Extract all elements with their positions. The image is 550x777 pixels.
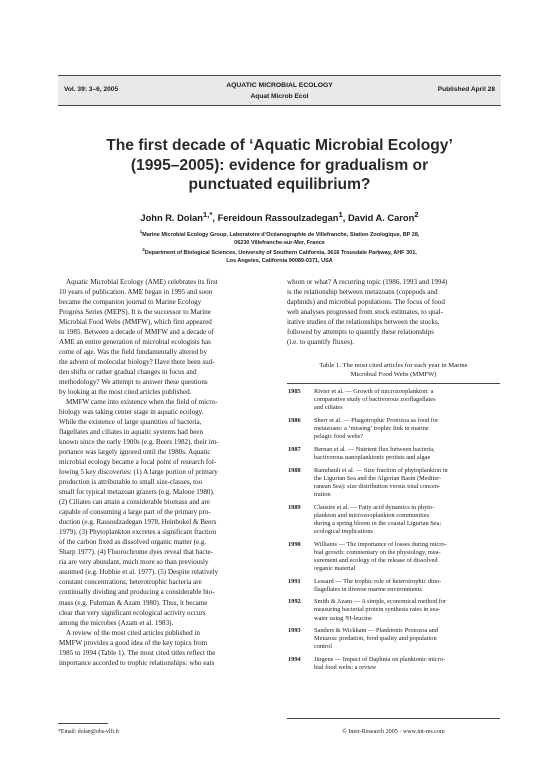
journal-name-block — [58, 80, 501, 102]
entry-line: plankton and microzooplankton communities — [314, 511, 430, 519]
affiliation-1 — [58, 228, 501, 248]
paragraph — [59, 277, 268, 397]
table-caption — [287, 362, 500, 379]
table-row — [287, 598, 500, 622]
entry-line: Lessard — The trophic role of heterotrophic dino- — [314, 577, 442, 585]
table-year: 1991 — [288, 577, 301, 585]
table-entry — [314, 578, 500, 594]
table-row — [287, 656, 500, 672]
table-year: 1986 — [288, 416, 301, 424]
entry-line: Smith & Azam — A simple, economical method for — [314, 598, 446, 606]
entry-line: Bernan et al. — Nutrient flux between bacteria, — [314, 445, 435, 453]
text-line: MMFW provides a good idea of the key topics from — [59, 638, 208, 647]
table-row — [287, 388, 500, 412]
table-entry — [314, 446, 500, 462]
text-line: known since the early 1900s (e.g. Beers 1982), their im- — [59, 438, 219, 447]
table-year: 1992 — [288, 598, 301, 606]
text-line: Aquatic Microbial Ecology (AME) celebrates its first — [66, 278, 218, 286]
author-name: John R. Dolan — [140, 213, 203, 224]
table-year: 1990 — [288, 540, 301, 548]
paragraph — [59, 628, 268, 668]
author-list — [58, 210, 501, 223]
text-line: 10 years of publication. AME began in 1995 and soon — [59, 288, 213, 297]
text-line: 1979). (3) Phytoplankton excretes a significant fraction — [59, 528, 217, 537]
table-entry — [314, 656, 500, 672]
text-line: microbial ecology became a focal point of research fol- — [59, 458, 217, 467]
text-line: While the existence of large quantities of bacteria, — [59, 418, 202, 427]
text-line: constant concentrations, heterotrophic bacteria are — [59, 578, 202, 587]
journal-header — [58, 75, 501, 106]
published-date: Published April 28 — [437, 86, 495, 93]
affiliation-2 — [58, 246, 501, 266]
affiliation-line: Los Angeles, California 90089-0371, USA — [226, 258, 333, 265]
text-line: MMFW came into existence when the field of micro- — [66, 398, 218, 407]
table-row — [287, 627, 500, 651]
text-line: biology was taking center stage in aquatic ecology. — [59, 408, 204, 417]
entry-line: during a spring bloom in the coastal Ligurian Sea: — [314, 519, 442, 527]
entry-line: bactivorous nanoplanktonic protists and algae — [314, 453, 431, 461]
text-line: AME an entire generation of microbial ecologists has — [59, 338, 211, 347]
entry-line: surement and ecology of the release of dissolved — [314, 556, 438, 564]
title-line: (1995–2005): evidence for gradualism or — [130, 156, 429, 174]
title-line: punctuated equilibrium? — [188, 176, 371, 193]
article-title — [58, 136, 501, 195]
entry-line: metazoans: a ‘missing’ trophic link in marine — [314, 425, 429, 432]
text-line: became the companion journal to Marine Ecology — [59, 298, 202, 307]
author-name: , David A. Caron — [342, 213, 415, 224]
text-line: importance accorded to trophic relationships: who eats — [59, 658, 215, 667]
entry-line: Jürgens — Impact of Daphnia on planktonic micro- — [314, 656, 446, 663]
entry-line: tration — [314, 490, 331, 498]
text-line: itative studies of the relationships between the stocks, — [287, 318, 440, 327]
text-line: whom or what? A recurring topic (1986, 1993 and 1994) — [287, 278, 448, 286]
entry-line: Williams — The importance of losses during micro- — [314, 540, 447, 548]
table-entry — [314, 541, 500, 574]
text-line: den shifts or rather gradual changes in focus and — [59, 368, 197, 377]
author-sup: 1 — [338, 210, 343, 219]
table-row — [287, 578, 500, 594]
entry-line: control — [314, 643, 332, 651]
table-entry — [314, 388, 500, 412]
text-line: mass (e.g. Fuhrman & Azam 1980). Thus, it became — [59, 598, 208, 607]
text-line: is the relationship between metazoans (copepods and — [287, 288, 438, 297]
text-line: daphnids) and microbial populations. The focus of food — [287, 298, 445, 307]
entry-line: Claustre et al. — Fatty acid dynamics in phyto- — [314, 503, 435, 511]
table-entry — [314, 627, 500, 651]
table-rule — [287, 718, 500, 719]
table-rule — [287, 383, 500, 384]
journal-name: AQUATIC MICROBIAL ECOLOGY — [226, 82, 333, 89]
entry-line: Sherr et al. — Phagotrophic Protozoa as food for — [314, 416, 439, 424]
volume-info: Vol. 39: 3–6, 2005 — [64, 86, 119, 93]
table-row — [287, 541, 500, 574]
journal-abbrev: Aquat Microb Ecol — [250, 93, 309, 100]
affiliation-line: Marine Microbial Ecology Group, Laboratoire d’Océanographie de Villefranche, Station Zoologique, BP 28, — [142, 231, 420, 238]
text-line: small for typical metazoan grazers (e.g. Malone 1980). — [59, 488, 215, 497]
table-year: 1989 — [288, 503, 301, 511]
affiliation-num: 1 — [139, 229, 143, 234]
text-line: assumed (e.g. Hobbie et al. 1977). (5) Despite relatively — [59, 568, 219, 577]
text-line: ria are very abundant, much more so than previously — [59, 558, 209, 567]
text-line: lowing 5 key discoveries: (1) A large portion of primary — [59, 468, 218, 477]
paragraph — [59, 397, 268, 627]
body-right-column — [287, 277, 500, 347]
table-year: 1994 — [288, 656, 301, 663]
table-year: 1987 — [288, 445, 301, 453]
text-line: come of age. Was the field fundamentally altered by — [59, 348, 208, 357]
text-line: continually dividing and producing a considerable bio- — [59, 588, 215, 597]
text-line: the advent of molecular biology? Have there been sud- — [59, 358, 215, 367]
entry-line: Metazoa: predation, food quality and population — [314, 635, 437, 643]
entry-line: Rivier et al. — Growth of microzooplankton: a — [314, 388, 434, 395]
text-line: Sharp 1977). (4) Fluorochrome dyes reveal that bacte- — [59, 548, 214, 557]
table-entry — [314, 417, 500, 441]
table-year: 1993 — [288, 627, 301, 635]
text-line: portance was largely ignored until the 1980s. Aquatic — [59, 448, 211, 457]
text-line: followed by attempts to quantify these relationships — [287, 328, 434, 337]
text-line: clear that very significant ecological activity occurs — [59, 608, 206, 617]
text-line: (2) Ciliates can attain a considerable biomass and are — [59, 498, 210, 507]
affiliation-line: 06230 Villefranche-sur-Mer, France — [234, 240, 325, 247]
table-row — [287, 446, 500, 462]
author-sup: 2 — [414, 210, 419, 219]
entry-line: bial food webs: a review — [314, 664, 377, 672]
entry-line: organic material — [314, 564, 356, 572]
affiliation-num: 2 — [142, 247, 145, 252]
text-line: production is attributable to small size-classes, too — [59, 478, 203, 487]
entry-line: flagellates in diverse marine environments — [314, 585, 422, 593]
table-entry — [314, 598, 500, 622]
table-entry — [314, 504, 500, 537]
entry-line: pelagic food webs? — [314, 433, 363, 441]
body-left-column — [59, 277, 268, 668]
text-line: by looking at the most cited articles published. — [59, 388, 192, 397]
affiliation-line: Department of Biological Sciences, University of Southern California, 3616 Trousdale Parkway, AHF 301, — [144, 249, 417, 256]
table-row — [287, 504, 500, 537]
entry-line: ranean Sea): size distribution versus total concen- — [314, 482, 441, 490]
entry-line: and ciliates — [314, 404, 343, 412]
entry-line: ecological implications — [314, 527, 374, 535]
entry-line: bial growth: commentary on the physiology, mea- — [314, 548, 441, 556]
email-footnote: *Email: dolan@obs-vlfr.fr — [58, 729, 120, 735]
text-line: of the carbon fixed as dissolved organic matter (e.g. — [59, 538, 207, 547]
cited-articles-table — [287, 388, 500, 677]
entry-line: water using ³H-leucine — [314, 614, 372, 622]
text-line: duction (e.g. Rassoulzadegan 1978, Heinbokel & Beers — [59, 518, 217, 527]
text-line: flagellates and ciliates in aquatic systems had been — [59, 428, 203, 437]
text-line: Progress Series (MEPS). It is the successor to Marine — [59, 308, 211, 317]
caption-line: Table 1. The most cited articles for each year in Marine — [319, 362, 468, 369]
text-line: capable of consuming a large part of the primary pro- — [59, 508, 211, 517]
text-line: A review of the most cited articles published in — [66, 628, 200, 637]
entry-line: the Ligurian Sea and the Algerian Basin (Mediter- — [314, 474, 442, 482]
entry-line: Raimbault et al. — Size fraction of phytoplankton in — [314, 466, 448, 474]
copyright-line: © Inter-Research 2005 · www.int-res.com — [342, 729, 445, 735]
text-line: web analyses progressed from stock estimates, to qual- — [287, 308, 444, 317]
table-row — [287, 467, 500, 500]
text-line: 1985 to 1994 (Table 1). The most cited titles reflect the — [59, 648, 216, 657]
text-line: (i.e. to quantify fluxes). — [287, 338, 354, 347]
entry-line: measuring bacterial protein synthesis rates in sea- — [314, 606, 441, 614]
author-sup: 1,* — [202, 210, 213, 219]
text-line: Microbial Food Webs (MMFW), which first appeared — [59, 318, 212, 327]
table-year: 1988 — [288, 466, 301, 474]
caption-line: Microbial Food Webs (MMFW) — [350, 370, 437, 378]
text-line: methodology? We attempt to answer these questions — [59, 378, 208, 387]
footnote-rule — [58, 723, 108, 724]
table-entry — [314, 467, 500, 500]
table-year: 1985 — [288, 388, 301, 395]
text-line: in 1985. Between a decade of MMFW and a decade of — [59, 328, 214, 337]
entry-line: Sanders & Wickham — Planktonic Protozoa and — [314, 627, 439, 635]
entry-line: comparative study of bactivorous zooflagellates — [314, 396, 436, 404]
author-name: , Fereidoun Rassoulzadegan — [212, 213, 339, 224]
text-line: among the microbes (Azam et al. 1983). — [59, 618, 174, 627]
table-row — [287, 417, 500, 441]
title-line: The first decade of ‘Aquatic Microbial Ecology’ — [106, 137, 453, 154]
